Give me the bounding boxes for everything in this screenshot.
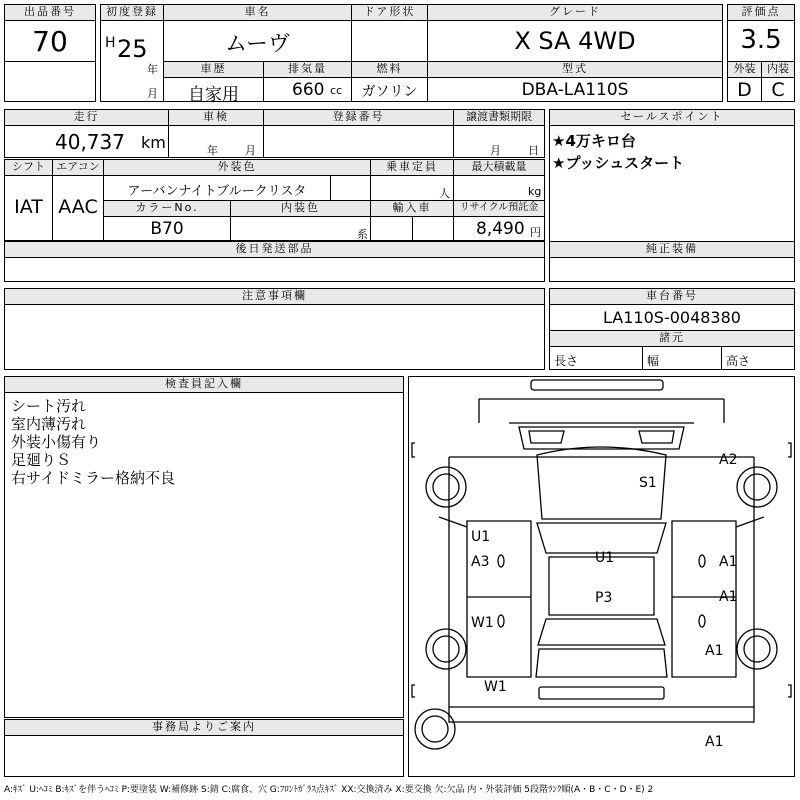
- insp-year-unit: 年: [207, 144, 218, 157]
- recycle-cell: [453, 216, 545, 241]
- import-header: 輸入車: [370, 200, 454, 217]
- int-color-unit: 系: [357, 228, 368, 241]
- interior-header: 内装: [761, 61, 795, 78]
- car-diagram-frame: [408, 376, 795, 777]
- exterior-value: D: [737, 79, 752, 101]
- mileage-header: 走行: [4, 109, 169, 126]
- grade-header: グレード: [427, 4, 723, 21]
- ext-color-value: アーバンナイトブルークリスタ: [127, 184, 307, 199]
- aircon-value: AAC: [58, 196, 98, 218]
- inspector-cell: [4, 392, 404, 718]
- office-cell: [4, 735, 404, 777]
- score-header: 評価点: [727, 4, 795, 21]
- era-value: H: [105, 35, 116, 51]
- ext-color-header: 外装色: [103, 159, 371, 176]
- car-name-header: 車名: [163, 4, 352, 21]
- max-load-cell: [453, 175, 545, 201]
- grade-value: X SA 4WD: [514, 27, 636, 55]
- inspector-header: 検査員記入欄: [4, 376, 404, 393]
- transfer-day: 日: [528, 144, 539, 157]
- office-header: 事務局よりご案内: [4, 719, 404, 736]
- reg-no-cell: [263, 125, 454, 158]
- front-outline-shape: [479, 399, 724, 423]
- year-unit: 年: [147, 63, 158, 76]
- load-unit: kg: [528, 185, 542, 198]
- capacity-cell: [370, 175, 454, 201]
- sales-point-cell: [549, 125, 795, 242]
- km-unit: km: [141, 133, 166, 152]
- notes-cell: [4, 304, 545, 370]
- model-cell: [427, 77, 723, 102]
- fuel-value: ガソリン: [361, 84, 418, 100]
- recycle-value: 8,490: [476, 219, 525, 239]
- transfer-month: 月: [490, 144, 501, 157]
- hatch-shape: [536, 649, 667, 677]
- shift-header: シフト: [4, 159, 53, 176]
- mark-w1-left: W1: [471, 615, 494, 631]
- wheel-fr-shape: [737, 467, 777, 507]
- legend-text: A:ｷｽﾞ U:ﾍｺﾐ B:ｷｽﾞを伴うﾍｺﾐ P:要塗装 W:補修跡 S:錆 C:腐食、穴 G:ﾌﾛﾝﾄｶﾞﾗｽ点ｷｽﾞ XX:交換済み X:要交換 欠:欠品 内・外装評価 5段階ﾗﾝｸ順(A・B・C・D・E) 2: [4, 785, 654, 795]
- length-cell: [549, 346, 643, 370]
- import-cell-a: [370, 216, 413, 241]
- max-load-header: 最大積載量: [453, 159, 545, 176]
- genuine-cell: [549, 257, 795, 282]
- door-cell: [351, 20, 428, 62]
- first-reg-header: 初度登録: [100, 4, 164, 21]
- mark-a1-right: A1: [719, 554, 738, 570]
- mark-a3: A3: [471, 554, 490, 570]
- capacity-header: 乗車定員: [370, 159, 454, 176]
- import-cell-b: [412, 216, 454, 241]
- inspector-note-4: 足廻りＳ: [11, 451, 72, 469]
- int-color-header: 内装色: [230, 200, 371, 217]
- history-value: 自家用: [188, 85, 239, 105]
- fuel-header: 燃料: [351, 61, 428, 78]
- grille-shape: [519, 427, 684, 449]
- spare-wheel-shape: [415, 709, 455, 749]
- recycle-unit: 円: [530, 226, 541, 239]
- sales-point-1: ★4万キロ台: [552, 132, 636, 150]
- sales-point-header: セールスポイント: [549, 109, 795, 126]
- displacement-header: 排気量: [263, 61, 352, 78]
- later-parts-cell: [4, 257, 545, 282]
- car-name-value: ムーヴ: [225, 32, 290, 57]
- chassis-cell: [549, 304, 795, 331]
- ext-color-cell: [103, 175, 331, 201]
- color-no-value: B70: [150, 219, 184, 239]
- mark-a1-rear-right: A1: [705, 643, 724, 659]
- later-parts-header: 後日発送部品: [4, 241, 545, 258]
- year-value: 25: [117, 35, 148, 63]
- front-bumper-shape: [531, 380, 663, 390]
- transfer-header: 譲渡書類期限: [453, 109, 545, 126]
- height-cell: [721, 346, 795, 370]
- car-diagram: [409, 377, 794, 776]
- inspector-note-2: 室内薄汚れ: [11, 415, 87, 433]
- mileage-value: 40,737: [55, 130, 125, 154]
- exterior-header: 外装: [727, 61, 762, 78]
- windshield-shape: [537, 523, 666, 553]
- length-label: 長さ: [554, 354, 579, 368]
- cc-unit: cc: [330, 84, 343, 97]
- width-label: 幅: [647, 354, 660, 368]
- inspector-note-3: 外装小傷有り: [11, 433, 102, 451]
- rear-bumper-shape: [539, 687, 664, 699]
- color-no-header: カラーNo.: [103, 200, 231, 217]
- exterior-cell: [727, 77, 762, 102]
- notes-header: 注意事項欄: [4, 288, 545, 305]
- mark-u1-roof: U1: [595, 550, 615, 566]
- interior-value: C: [771, 79, 785, 101]
- lot-no-cell: [4, 20, 96, 102]
- score-value: 3.5: [740, 25, 782, 55]
- inspector-note-5: 右サイドミラー格納不良: [11, 469, 175, 487]
- car-name-cell: [163, 20, 352, 62]
- capacity-unit: 人: [439, 187, 450, 200]
- lot-no-value: 70: [32, 25, 68, 58]
- shift-value: IAT: [14, 196, 43, 218]
- width-cell: [642, 346, 722, 370]
- aircon-cell: [52, 175, 104, 241]
- ext-color-extra: [330, 175, 371, 201]
- model-header: 型式: [427, 61, 723, 78]
- sales-point-2: ★プッシュスタート: [552, 154, 685, 172]
- mark-a1-rear: A1: [705, 734, 724, 750]
- color-no-cell: [103, 216, 231, 241]
- displacement-value: 660: [292, 80, 325, 100]
- interior-cell: [761, 77, 795, 102]
- mark-p3: P3: [595, 590, 613, 606]
- grade-cell: [427, 20, 723, 62]
- mark-a1-right-2: A1: [719, 589, 738, 605]
- inspection-cell: [168, 125, 264, 158]
- mark-s1: S1: [639, 475, 657, 491]
- mark-w1-left-rear: W1: [484, 679, 507, 695]
- door-header: ドア形状: [351, 4, 428, 21]
- history-header: 車歴: [163, 61, 264, 78]
- wheel-fl-shape: [426, 467, 466, 507]
- mark-a2: A2: [719, 452, 738, 468]
- aircon-header: エアコン: [52, 159, 104, 176]
- lot-no-header: 出品番号: [4, 4, 96, 21]
- chassis-header: 車台番号: [549, 288, 795, 305]
- wheel-rr-shape: [737, 629, 777, 669]
- chassis-value: LA110S-0048380: [603, 308, 741, 327]
- month-unit: 月: [147, 87, 158, 100]
- recycle-header: リサイクル預託金: [453, 200, 545, 217]
- inspection-header: 車検: [168, 109, 264, 126]
- displacement-cell: [263, 77, 352, 102]
- history-cell: [163, 77, 264, 105]
- shift-cell: [4, 175, 53, 241]
- genuine-header: 純正装備: [549, 241, 795, 258]
- body-outline-shape: [449, 457, 754, 707]
- inspector-note-1: シート汚れ: [11, 397, 87, 415]
- wheel-rl-shape: [426, 629, 466, 669]
- score-cell: [727, 20, 795, 62]
- fuel-cell: [351, 77, 428, 102]
- dims-header: 諸元: [549, 330, 795, 347]
- mileage-cell: [4, 125, 169, 158]
- mark-u1-left: U1: [471, 529, 491, 545]
- first-reg-cell: [100, 20, 164, 102]
- int-color-cell: [230, 216, 371, 241]
- reg-no-header: 登録番号: [263, 109, 454, 126]
- transfer-cell: [453, 125, 545, 158]
- height-label: 高さ: [726, 354, 751, 368]
- rear-glass-shape: [538, 619, 665, 645]
- model-value: DBA-LA110S: [521, 80, 629, 100]
- insp-month-unit: 月: [245, 144, 256, 157]
